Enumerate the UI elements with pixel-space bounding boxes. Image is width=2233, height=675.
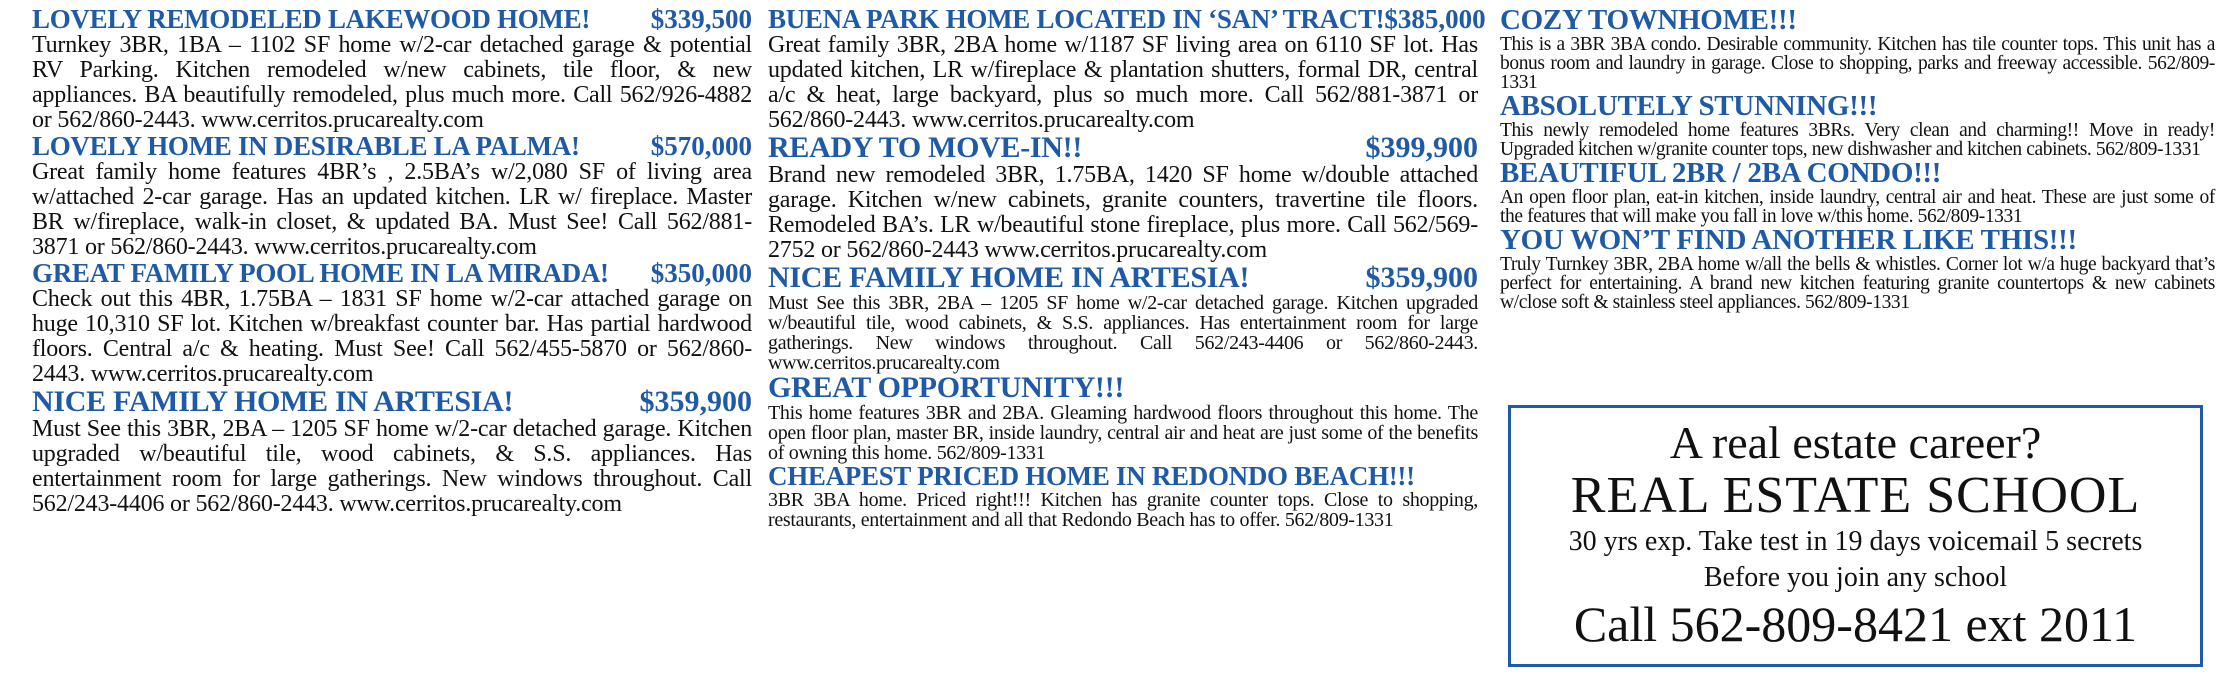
listing xyxy=(768,463,1478,530)
listing xyxy=(768,373,1478,463)
listing-heading xyxy=(1500,92,2215,121)
listing-body: This is a 3BR 3BA condo. Desirable community. Kitchen has tile counter tops. This unit has a bonus room and laundry in garage. Close to shopping, parks and freeway accessible. 562/809-1331 xyxy=(1500,34,2215,93)
listing xyxy=(768,4,1486,133)
listing xyxy=(32,133,752,260)
listing-heading xyxy=(32,6,752,33)
listing-price: $359,900 xyxy=(1365,261,1478,294)
listing-body: Must See this 3BR, 2BA – 1205 SF home w/2-car detached garage. Kitchen upgraded w/beautiful tile, wood cabinets, & S.S. appliances. Has entertainment room for large gatherings. New windows throughout. Call 562/243-4406 or 562/860-2443. www.cerritos.prucarealty.com xyxy=(768,292,1478,374)
ad-phone: Call 562-809-8421 ext 2011 xyxy=(1573,596,2138,652)
listing-title: BUENA PARK HOME LOCATED IN ‘SAN’ TRACT! xyxy=(768,4,1385,34)
listing-heading xyxy=(768,133,1478,163)
listing-body: Check out this 4BR, 1.75BA – 1831 SF home w/2-car attached garage on huge 10,310 SF lot. Kitchen w/breakfast counter bar. Has partial hardwood floors. Central a/c & heating. Must See! Call 562/455-5870 or 562/860-2443. www.cerritos.prucarealty.com xyxy=(32,286,752,387)
listing-title: CHEAPEST PRICED HOME IN REDONDO BEACH!!! xyxy=(768,461,1415,491)
listing-title: READY TO MOVE-IN!! xyxy=(768,131,1083,164)
listing-price: $385,000 xyxy=(1384,4,1486,34)
listing-body: Must See this 3BR, 2BA – 1205 SF home w/2-car detached garage. Kitchen upgraded w/beautiful tile, wood cabinets, & S.S. appliances. Has entertainment room for large gatherings. New windows throughout. Call 562/243-4406 or 562/860-2443. www.cerritos.prucarealty.com xyxy=(32,416,752,517)
listing-title: LOVELY HOME IN DESIRABLE LA PALMA! xyxy=(32,131,580,161)
ad-details: 30 yrs exp. Take test in 19 days voicemail 5 secrets xyxy=(1568,526,2143,557)
listing xyxy=(1500,92,2215,159)
real-estate-school-ad xyxy=(1508,405,2203,667)
listing xyxy=(32,260,752,387)
listing-heading xyxy=(32,260,752,287)
listing-price: $399,900 xyxy=(1365,131,1478,164)
listing-body: This home features 3BR and 2BA. Gleaming hardwood floors throughout this home. The open floor plan, master BR, inside laundry, central air and heat are just some of the benefits of owning this home. 562/809-1331 xyxy=(768,402,1478,464)
listing-title: LOVELY REMODELED LAKEWOOD HOME! xyxy=(32,4,591,34)
listing-heading xyxy=(1500,226,2215,255)
listing-heading xyxy=(32,387,752,417)
listing-heading xyxy=(1500,159,2215,188)
listing-title: ABSOLUTELY STUNNING!!! xyxy=(1500,90,1878,122)
listing-price: $339,500 xyxy=(650,4,752,34)
column-2 xyxy=(768,4,1486,531)
listing xyxy=(1500,226,2215,312)
listing xyxy=(768,263,1478,373)
listing-body: Truly Turnkey 3BR, 2BA home w/all the bells & whistles. Corner lot w/a huge backyard that’s perfect for entertaining. A brand new kitchen featuring granite countertops & new cabinets w/close soft & stainless steel appliances. 562/809-1331 xyxy=(1500,254,2215,313)
listing-body: Brand new remodeled 3BR, 1.75BA, 1420 SF home w/double attached garage. Kitchen w/new cabinets, granite counters, travertine tile floors. Remodeled BA’s. LR w/beautiful stone fireplace, plus more. Call 562/569-2752 or 562/860-2443 www.cerritos.prucarealty.com xyxy=(768,162,1478,263)
listing-heading xyxy=(32,133,752,160)
listing-heading xyxy=(768,373,1478,403)
listing-title: NICE FAMILY HOME IN ARTESIA! xyxy=(32,385,514,418)
column-1 xyxy=(32,6,752,517)
listing xyxy=(32,6,752,133)
listing-heading xyxy=(768,463,1478,490)
listing xyxy=(768,133,1478,263)
listing-body: This newly remodeled home features 3BRs. Very clean and charming!! Move in ready! Upgraded kitchen w/granite counter tops, new dishwasher and kitchen cabinets. 562/809-1331 xyxy=(1500,120,2215,160)
listing-title: GREAT OPPORTUNITY!!! xyxy=(768,371,1125,404)
listing-body: Great family home features 4BR’s , 2.5BA’s w/2,080 SF of living area w/attached 2-car garage. Has an updated kitchen. LR w/ fireplace. Master BR w/fireplace, walk-in closet, & updated BA. Must See! Call 562/881-3871 or 562/860-2443. www.cerritos.prucarealty.com xyxy=(32,159,752,260)
listing-title: COZY TOWNHOME!!! xyxy=(1500,4,1797,36)
listing xyxy=(1500,6,2215,92)
listing-price: $359,900 xyxy=(639,385,752,418)
listing-title: NICE FAMILY HOME IN ARTESIA! xyxy=(768,261,1250,294)
ad-school-name: REAL ESTATE SCHOOL xyxy=(1570,467,2141,524)
ad-headline: A real estate career? xyxy=(1669,417,2042,468)
listing xyxy=(32,387,752,517)
listing-body: Great family 3BR, 2BA home w/1187 SF living area on 6110 SF lot. Has updated kitchen, LR w/fireplace & plantation shutters, formal DR, central a/c & heat, large backyard, plus so much more. Call 562/881-3871 or 562/860-2443. www.cerritos.prucarealty.com xyxy=(768,32,1478,133)
listing-price: $350,000 xyxy=(650,258,752,288)
listing-title: YOU WON’T FIND ANOTHER LIKE THIS!!! xyxy=(1500,224,2077,256)
listing-title: GREAT FAMILY POOL HOME IN LA MIRADA! xyxy=(32,258,609,288)
listing-body: 3BR 3BA home. Priced right!!! Kitchen has granite counter tops. Close to shopping, restaurants, entertainment and all that Redondo Beach has to offer. 562/809-1331 xyxy=(768,489,1478,531)
listing-title: BEAUTIFUL 2BR / 2BA CONDO!!! xyxy=(1500,157,1942,189)
listing-heading xyxy=(1500,6,2215,35)
listing-heading xyxy=(768,263,1478,293)
listing-price: $570,000 xyxy=(650,131,752,161)
column-3 xyxy=(1500,6,2215,312)
listing-body: Turnkey 3BR, 1BA – 1102 SF home w/2-car detached garage & potential RV Parking. Kitchen remodeled w/new cabinets, tile floor, & new appliances. BA beautifully remodeled, plus much more. Call 562/926-4882 or 562/860-2443. www.cerritos.prucarealty.com xyxy=(32,32,752,133)
ad-subline: Before you join any school xyxy=(1703,562,2008,593)
listing xyxy=(1500,159,2215,226)
listing-heading xyxy=(768,4,1486,34)
listing-body: An open floor plan, eat-in kitchen, inside laundry, central air and heat. These are just some of the features that will make you fall in love w/this home. 562/809-1331 xyxy=(1500,187,2215,227)
